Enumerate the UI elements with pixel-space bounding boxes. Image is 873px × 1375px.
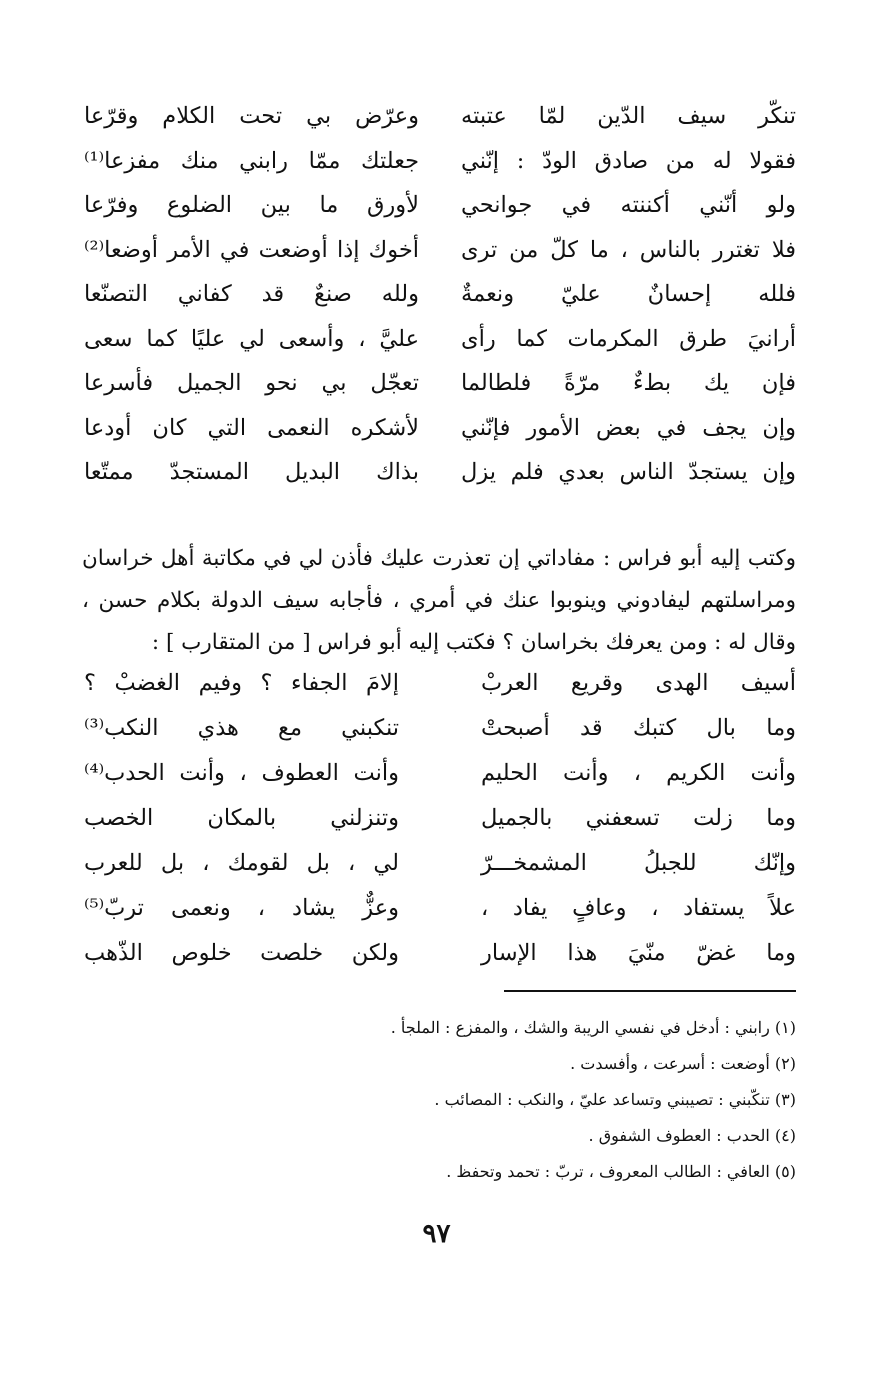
verse-second-hemistich: ولله صنعٌ قد كفاني التصنّعا — [84, 281, 419, 308]
verse-line — [84, 94, 796, 139]
verse-second-hemistich: بذاك البديل المستجدّ ممتّعا — [84, 459, 419, 486]
verse-line — [84, 272, 796, 317]
verse-line — [84, 361, 796, 406]
verse-second-hemistich: وتنزلني بالمكان الخصب — [84, 804, 399, 831]
verse-line — [84, 840, 796, 885]
verse-line — [84, 795, 796, 840]
verse-line — [84, 705, 796, 750]
footnote-separator — [504, 990, 796, 992]
verse-first-hemistich: فقولا له من صادق الودّ : إنّني — [461, 147, 796, 174]
page-number: ٩٧ — [422, 1219, 451, 1249]
verse-line — [84, 750, 796, 795]
footnotes — [300, 1010, 796, 1190]
verse-first-hemistich: وإنّك للجبلُ المشمخـــرّ — [481, 849, 796, 876]
footnote: (٣) تنكّبني : تصيبني وتساعد عليّ ، والنكب : المصائب . — [434, 1090, 796, 1109]
verse-first-hemistich: فلله إحسانٌ عليّ ونعمةٌ — [461, 281, 796, 308]
prose-paragraph: وكتب إليه أبو فراس : مفاداتي إن تعذرت عليك فأذن لي في مكاتبة أهل خراسان ومراسلتهم ليفادوني وينوبوا عنك في أمري ، فأجابه سيف الدولة بكلام حسن ، وقال له : ومن يعرفك بخراسان ؟ فكتب إليه أبو فراس [ من المتقارب ] : — [82, 545, 796, 655]
footnote: (٤) الحدب : العطوف الشفوق . — [588, 1126, 796, 1145]
verse-line — [84, 139, 796, 184]
verse-first-hemistich: فإن يك بطءٌ مرّةً فلطالما — [461, 370, 796, 397]
poem-1 — [84, 94, 796, 495]
verse-second-hemistich: وعرّض بي تحت الكلام وقرّعا — [84, 103, 419, 130]
verse-line — [84, 228, 796, 273]
verse-second-hemistich: جعلتك ممّا رابني منك مفزعا⁽¹⁾ — [84, 147, 419, 174]
verse-second-hemistich: لأورق ما بين الضلوع وفرّعا — [84, 192, 419, 219]
footnote: (٢) أوضعت : أسرعت ، وأفسدت . — [570, 1054, 796, 1073]
verse-first-hemistich: أسيف الهدى وقريع العربْ — [481, 669, 796, 696]
verse-line — [84, 885, 796, 930]
verse-second-hemistich: تنكبني مع هذي النكب⁽³⁾ — [84, 714, 399, 741]
verse-first-hemistich: وإن يجف في بعض الأمور فإنّني — [461, 414, 796, 441]
footnote: (٥) العافي : الطالب المعروف ، تربّ : تحمد وتحفظ . — [446, 1162, 796, 1181]
verse-second-hemistich: عليَّ ، وأسعى لي عليًا كما سعى — [84, 325, 419, 352]
verse-second-hemistich: وأنت العطوف ، وأنت الحدب⁽⁴⁾ — [84, 759, 399, 786]
verse-first-hemistich: وما بال كتبك قد أصبحتْ — [481, 714, 796, 741]
poem-2 — [84, 660, 796, 975]
verse-line — [84, 660, 796, 705]
verse-first-hemistich: ولو أنّني أكننته في جوانحي — [461, 192, 796, 219]
verse-line — [84, 930, 796, 975]
verse-line — [84, 450, 796, 495]
verse-line — [84, 183, 796, 228]
verse-first-hemistich: فلا تغترر بالناس ، ما كلّ من ترى — [461, 236, 796, 263]
verse-line — [84, 406, 796, 451]
verse-line — [84, 317, 796, 362]
verse-first-hemistich: وإن يستجدّ الناس بعدي فلم يزل — [461, 459, 796, 486]
verse-first-hemistich: علاً يستفاد ، وعافٍ يفاد ، — [481, 894, 796, 921]
verse-second-hemistich: وعزٌّ يشاد ، ونعمى تربّ⁽⁵⁾ — [84, 894, 399, 921]
verse-second-hemistich: ولكن خلصت خلوص الذّهب — [84, 939, 399, 966]
verse-second-hemistich: لأشكره النعمى التي كان أودعا — [84, 414, 419, 441]
verse-second-hemistich: أخوك إذا أوضعت في الأمر أوضعا⁽²⁾ — [84, 236, 419, 263]
verse-second-hemistich: لي ، بل لقومك ، بل للعرب — [84, 849, 399, 876]
verse-first-hemistich: أرانيَ طرق المكرمات كما رأى — [461, 325, 796, 352]
verse-second-hemistich: إلامَ الجفاء ؟ وفيم الغضبْ ؟ — [84, 669, 399, 696]
footnote: (١) رابني : أدخل في نفسي الريبة والشك ، والمفزع : الملجأ . — [390, 1018, 796, 1037]
verse-first-hemistich: تنكّر سيف الدّين لمّا عتبته — [461, 103, 796, 130]
verse-first-hemistich: وما زلت تسعفني بالجميل — [481, 804, 796, 831]
verse-first-hemistich: وأنت الكريم ، وأنت الحليم — [481, 759, 796, 786]
verse-second-hemistich: تعجّل بي نحو الجميل فأسرعا — [84, 370, 419, 397]
verse-first-hemistich: وما غضّ منّيَ هذا الإسار — [481, 939, 796, 966]
